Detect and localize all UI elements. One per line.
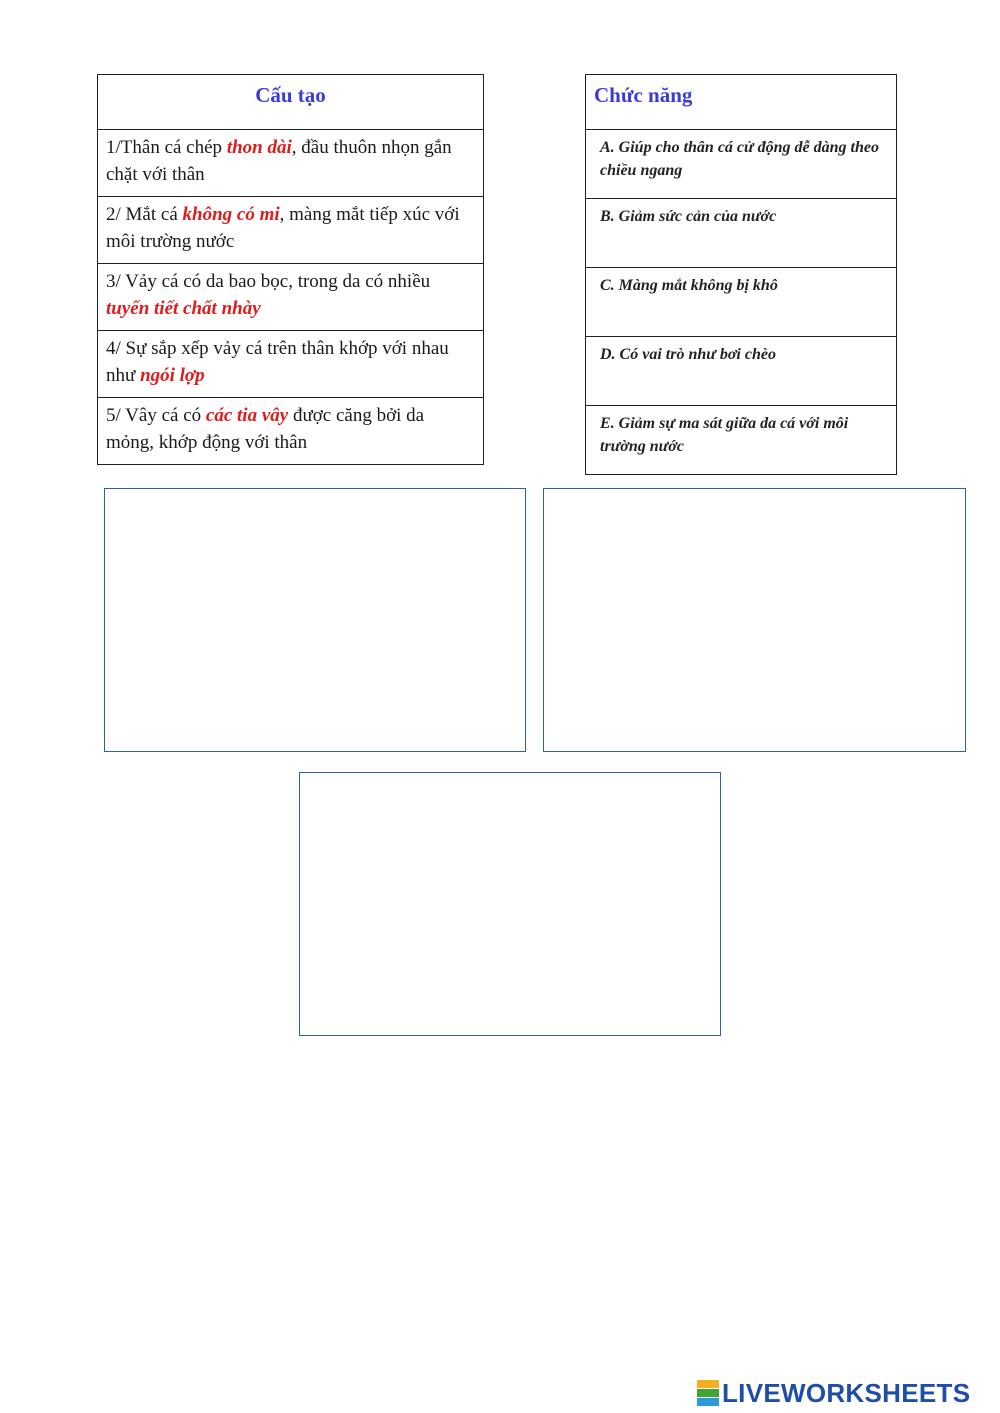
structure-row-2: 2/ Mắt cá không có mi, màng mắt tiếp xúc với môi trường nước — [98, 197, 484, 264]
brand-text: LIVEWORKSHEETS — [722, 1377, 971, 1408]
structure-highlight-4: ngói lợp — [140, 365, 205, 386]
answer-drop-box-2[interactable] — [543, 488, 966, 752]
structure-highlight-2: không có mi — [182, 204, 280, 225]
function-header: Chức năng — [594, 83, 693, 107]
structure-header-cell — [98, 75, 484, 130]
liveworksheets-brand — [697, 1378, 970, 1408]
answer-drop-box-1[interactable] — [104, 488, 526, 752]
structure-row-4: 4/ Sự sắp xếp vảy cá trên thân khớp với nhau như ngói lợp — [98, 331, 484, 398]
function-row-a[interactable]: A. Giúp cho thân cá cử động dễ dàng theo chiều ngang — [586, 130, 897, 199]
liveworksheets-logo-icon — [697, 1380, 719, 1406]
function-table — [585, 74, 897, 475]
function-row-c[interactable]: C. Màng mắt không bị khô — [586, 268, 897, 337]
function-header-cell — [586, 75, 897, 130]
structure-highlight-1: thon dài — [226, 137, 292, 158]
answer-drop-box-3[interactable] — [299, 772, 721, 1036]
structure-table — [97, 74, 484, 465]
structure-row-1: 1/Thân cá chép thon dài, đầu thuôn nhọn gắn chặt với thân — [98, 130, 484, 197]
structure-highlight-5: các tia vây — [205, 405, 289, 426]
function-row-e[interactable]: E. Giảm sự ma sát giữa da cá với môi trường nước — [586, 406, 897, 475]
structure-highlight-3: tuyến tiết chất nhày — [106, 298, 261, 319]
structure-row-3: 3/ Vảy cá có da bao bọc, trong da có nhiều tuyến tiết chất nhày — [98, 264, 484, 331]
function-row-b[interactable]: B. Giảm sức cản của nước — [586, 199, 897, 268]
function-row-d[interactable]: D. Có vai trò như bơi chèo — [586, 337, 897, 406]
structure-header: Cấu tạo — [255, 83, 326, 107]
structure-row-5: 5/ Vây cá có các tia vây được căng bởi da mỏng, khớp động với thân — [98, 398, 484, 465]
